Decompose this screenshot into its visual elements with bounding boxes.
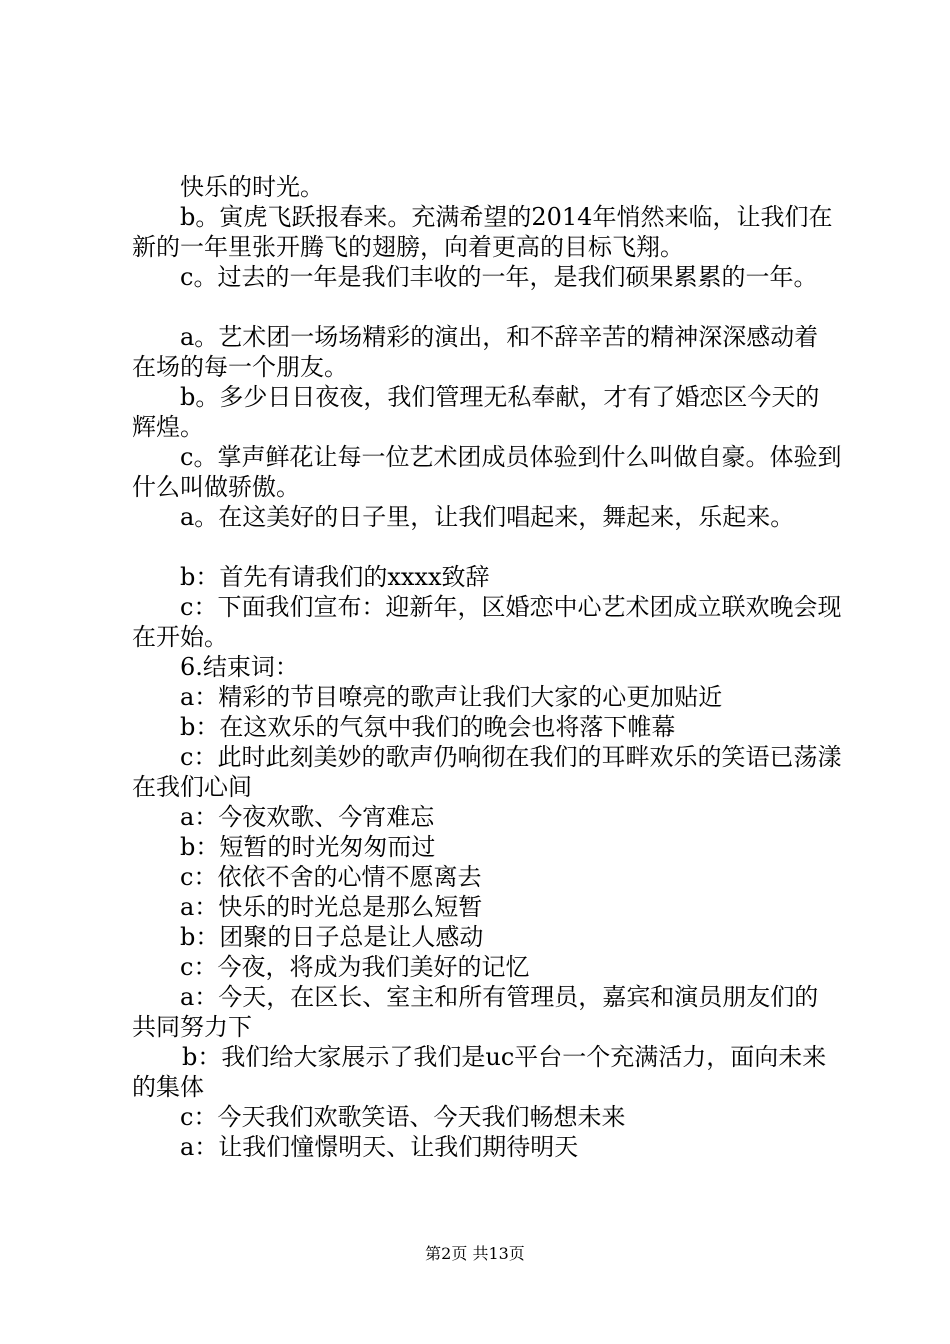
paragraph: c：依依不舍的心情不愿离去	[180, 863, 482, 891]
paragraph: b：首先有请我们的xxxx致辞	[180, 563, 490, 591]
paragraph: a：精彩的节目嘹亮的歌声让我们大家的心更加贴近	[180, 683, 723, 711]
paragraph: c。掌声鲜花让每一位艺术团成员体验到什么叫做自豪。体验到什么叫做骄傲。	[132, 443, 842, 501]
paragraph: c：此时此刻美妙的歌声仍响彻在我们的耳畔欢乐的笑语已荡漾在我们心间	[132, 743, 842, 801]
paragraph: b：在这欢乐的气氛中我们的晚会也将落下帷幕	[180, 713, 676, 741]
paragraph: b：短暂的时光匆匆而过	[180, 833, 436, 861]
paragraph: a：今天，在区长、室主和所有管理员，嘉宾和演员朋友们的共同努力下	[132, 983, 819, 1041]
paragraph: c：今天我们欢歌笑语、今天我们畅想未来	[180, 1103, 626, 1131]
paragraph: b。多少日日夜夜，我们管理无私奉献，才有了婚恋区今天的辉煌。	[132, 383, 820, 441]
paragraph: b：我们给大家展示了我们是uc平台一个充满活力，面向未来的集体	[132, 1043, 827, 1101]
paragraph: a：快乐的时光总是那么短暂	[180, 893, 483, 921]
body-text	[132, 172, 842, 1162]
section-heading: 6.结束词：	[180, 653, 299, 681]
paragraph: c。过去的一年是我们丰收的一年，是我们硕果累累的一年。	[180, 263, 818, 291]
paragraph: c：下面我们宣布：迎新年，区婚恋中心艺术团成立联欢晚会现在开始。	[132, 593, 842, 651]
paragraph: 快乐的时光。	[180, 173, 324, 201]
paragraph: a。艺术团一场场精彩的演出，和不辞辛苦的精神深深感动着在场的每一个朋友。	[132, 323, 819, 381]
page-number-footer: 第2页 共13页	[425, 1244, 525, 1263]
paragraph: a：让我们憧憬明天、让我们期待明天	[180, 1133, 579, 1161]
paragraph: b。寅虎飞跃报春来。充满希望的2014年悄然来临，让我们在新的一年里张开腾飞的翅膀，向着更高的目标飞翔。	[132, 203, 833, 261]
paragraph: a：今夜欢歌、今宵难忘	[180, 803, 435, 831]
paragraph: a。在这美好的日子里，让我们唱起来，舞起来，乐起来。	[180, 503, 795, 531]
paragraph: b：团聚的日子总是让人感动	[180, 923, 484, 951]
paragraph: c：今夜，将成为我们美好的记忆	[180, 953, 530, 981]
